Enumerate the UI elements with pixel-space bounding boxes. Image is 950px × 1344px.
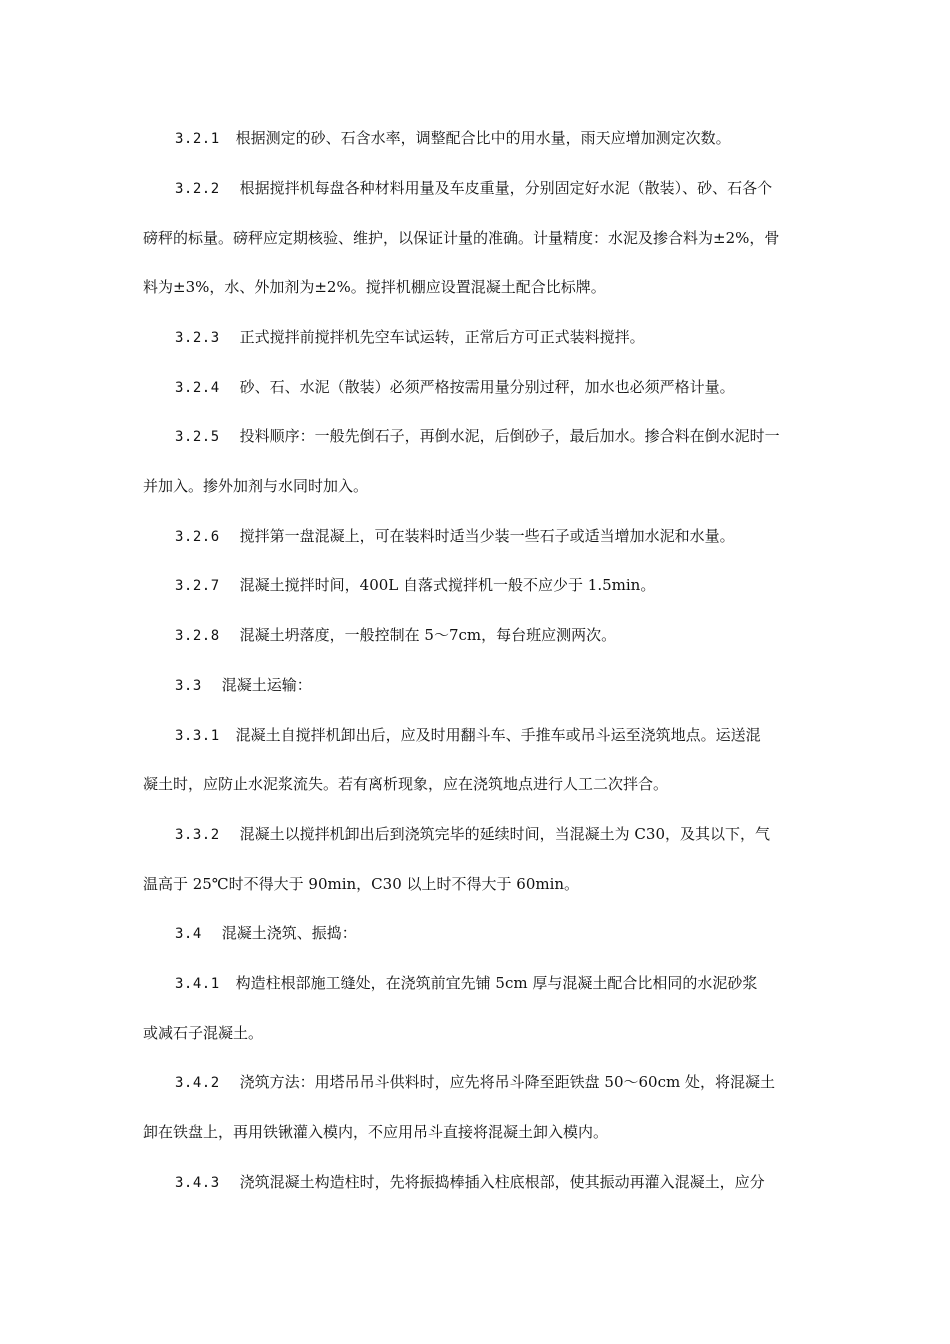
section-number: 3.2.7 [175, 578, 220, 594]
paragraph-text: 砂、石、水泥（散装）必须严格按需用量分别过秤，加水也必须严格计量。 [239, 378, 735, 396]
paragraph-3-2-3 [175, 327, 645, 348]
paragraph-continuation: 温高于 25℃时不得大于 90min，C30 以上时不得大于 60min。 [143, 875, 580, 893]
paragraph-text: 根据测定的砂、石含水率，调整配合比中的用水量，雨天应增加测定次数。 [235, 129, 731, 147]
section-number: 3.2.2 [175, 181, 220, 197]
section-heading-3-4 [175, 923, 357, 944]
paragraph-3-2-7 [175, 575, 655, 596]
paragraph-text: 混凝土以搅拌机卸出后到浇筑完毕的延续时间，当混凝土为 C30，及其以下，气 [239, 825, 770, 843]
section-number: 3.2.6 [175, 529, 220, 545]
paragraph-text: 浇筑混凝土构造柱时，先将振捣棒插入柱底根部，使其振动再灌入混凝土，应分 [239, 1173, 765, 1191]
paragraph-continuation: 或减石子混凝土。 [143, 1024, 264, 1042]
paragraph-continuation: 料为±3%，水、外加剂为±2%。搅拌机棚应设置混凝土配合比标牌。 [143, 278, 606, 296]
section-number: 3.2.3 [175, 330, 220, 346]
paragraph-3-4-2 [175, 1072, 775, 1093]
paragraph-3-2-4 [175, 377, 735, 398]
paragraph-continuation: 并加入。掺外加剂与水同时加入。 [143, 477, 369, 495]
paragraph-continuation: 卸在铁盘上，再用铁锹灌入模内，不应用吊斗直接将混凝土卸入模内。 [143, 1123, 609, 1141]
section-heading-3-3 [175, 675, 312, 696]
section-number: 3.4 [175, 926, 202, 942]
paragraph-3-2-8 [175, 625, 616, 646]
paragraph-text: 构造柱根部施工缝处，在浇筑前宜先铺 5cm 厚与混凝土配合比相同的水泥砂浆 [235, 974, 758, 992]
section-number: 3.2.5 [175, 429, 220, 445]
paragraph-text: 混凝土坍落度，一般控制在 5～7cm，每台班应测两次。 [239, 626, 617, 644]
paragraph-text: 投料顺序：一般先倒石子，再倒水泥，后倒砂子，最后加水。掺合料在倒水泥时一 [239, 427, 780, 445]
paragraph-text: 正式搅拌前搅拌机先空车试运转，正常后方可正式装料搅拌。 [239, 328, 645, 346]
paragraph-3-2-5 [175, 426, 780, 447]
paragraph-3-3-2 [175, 824, 770, 845]
paragraph-text: 混凝土自搅拌机卸出后，应及时用翻斗车、手推车或吊斗运至浇筑地点。运送混 [235, 726, 761, 744]
paragraph-continuation: 磅秤的标量。磅秤应定期核验、维护，以保证计量的准确。计量精度：水泥及掺合料为±2%，骨 [143, 229, 780, 247]
paragraph-text: 浇筑方法：用塔吊吊斗供料时，应先将吊斗降至距铁盘 50～60cm 处，将混凝土 [239, 1073, 775, 1091]
paragraph-3-4-1 [175, 973, 757, 994]
paragraph-text: 混凝土搅拌时间，400L 自落式搅拌机一般不应少于 1.5min。 [239, 576, 656, 594]
section-number: 3.2.1 [175, 131, 220, 147]
section-number: 3.4.1 [175, 976, 220, 992]
section-number: 3.2.4 [175, 380, 220, 396]
section-number: 3.3.1 [175, 728, 220, 744]
section-number: 3.4.3 [175, 1175, 220, 1191]
paragraph-text: 根据搅拌机每盘各种材料用量及车皮重量，分别固定好水泥（散装）、砂、石各个 [239, 179, 773, 197]
section-number: 3.3 [175, 678, 202, 694]
section-number: 3.4.2 [175, 1075, 220, 1091]
section-title: 混凝土运输： [221, 676, 312, 694]
paragraph-text: 搅拌第一盘混凝上，可在装料时适当少装一些石子或适当增加水泥和水量。 [239, 527, 735, 545]
paragraph-3-2-2 [175, 178, 772, 199]
paragraph-3-2-6 [175, 526, 735, 547]
paragraph-3-4-3 [175, 1172, 765, 1193]
paragraph-3-2-1 [175, 128, 731, 149]
section-title: 混凝土浇筑、振捣： [221, 924, 357, 942]
section-number: 3.2.8 [175, 628, 220, 644]
paragraph-3-3-1 [175, 725, 761, 746]
paragraph-continuation: 凝土时，应防止水泥浆流失。若有离析现象，应在浇筑地点进行人工二次拌合。 [143, 775, 669, 793]
section-number: 3.3.2 [175, 827, 220, 843]
